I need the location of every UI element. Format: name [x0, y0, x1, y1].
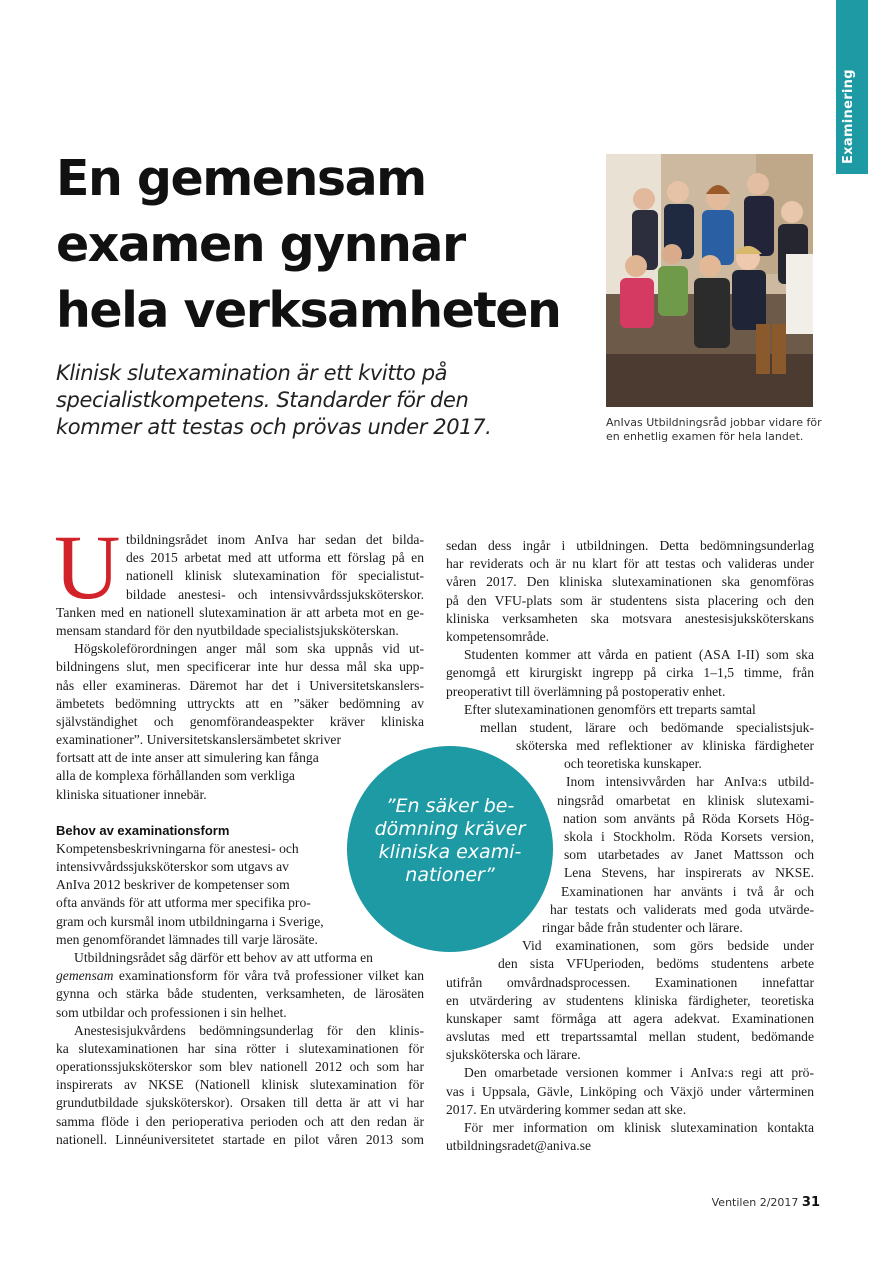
text-line: grundutbildade sjuksköterskor). Orsaken till detta är att vi har	[56, 1095, 424, 1111]
text-line: genomgå ett kirurgiskt ingrepp på cirka 1–1,5 timme, från	[446, 665, 814, 681]
text-line: AnIva 2012 beskriver de kompetenser som	[56, 877, 290, 893]
text-line: nation som använts på Röda Korsets Hög-	[563, 810, 814, 826]
text-line: kunskaper samt förmåga att agera adekvat. Examinationen	[446, 1010, 814, 1026]
text-line: des 2015 arbetat med att utforma ett förslag på en	[126, 550, 424, 566]
text-line: mellan student, lärare och bedömande specialistsjuk-	[480, 719, 814, 735]
text-line: samma flöde i den perioperativa perioden och att den redan är	[56, 1113, 424, 1129]
page-footer	[690, 1195, 820, 1210]
text-line: våren 2017. Den kliniska slutexaminationen ska genomföras	[446, 574, 814, 590]
subheading: Behov av examinationsform	[56, 822, 230, 838]
text-line: nationell klinisk slutexamination för specialistut-	[126, 568, 424, 584]
contact-email[interactable]: utbildningsradet@aniva.se	[446, 1138, 592, 1154]
text-line: 2017. En utvärdering kommer sedan att ske.	[446, 1101, 687, 1117]
text-line: nationell. Linnéuniversitetet startade en pilot våren 2013 som	[56, 1131, 424, 1147]
text-line: på den VFU-plats som är studentens sista placering och den	[446, 592, 814, 608]
text-line: Vid examinationen, som görs bedside under	[522, 938, 814, 954]
text-line: operationssjuksköterskor som blev nationell 2012 och som har	[56, 1059, 424, 1075]
section-tab-label: Examinering	[841, 69, 856, 164]
lead-line: kommer att testas och prövas under 2017.	[56, 415, 492, 439]
text-line: som utbildar och professionen i sin helhet.	[56, 1004, 287, 1020]
text-line: sedan dess ingår i utbildningen. Detta bedömningsunderlag	[446, 538, 814, 553]
text-line: sjuksköterska och lärare.	[446, 1047, 581, 1063]
text-line: vas i Uppsala, Gävle, Linköping och Växjö under vårterminen	[446, 1083, 814, 1099]
text-line: ämbetets bedömning uttryckts att en ”säker bedömning av	[56, 695, 424, 711]
text-line: ka slutexaminationen har sina rötter i slutexaminationen för	[56, 1040, 424, 1056]
text-line: avslutas med ett trepartssamtal mellan student, bedömande	[446, 1029, 814, 1045]
page-number: 31	[801, 1195, 820, 1210]
headline-line: examen gynnar	[56, 216, 465, 273]
text-line: Högskoleförordningen anger mål som ska uppnås vid ut-	[74, 641, 424, 657]
text-line: Examinationen har använts i två år och	[561, 883, 814, 899]
text-line: kompetensområde.	[446, 628, 550, 644]
text-line: nås eller examineras. Däremot har det i Universitetskanslers-	[56, 677, 424, 693]
text-line: sköterska med reflektioner av kliniska färdigheter	[516, 738, 814, 754]
text-line: intensivvårdssjuksköterskor som utgavs av	[56, 859, 289, 874]
text-line: utifrån omvårdnadsprocessen. Examinationen innefattar	[446, 974, 814, 990]
text-line: den sista VFUperioden, bedöms studentens arbete	[498, 956, 814, 972]
magazine-issue: Ventilen 2/2017	[711, 1196, 799, 1209]
text-line: mensam standard för den nyutbildade specialistsjuksköterskan.	[56, 622, 399, 638]
text-line: Anestesisjukvårdens bedömningsunderlag för den klinis-	[74, 1022, 424, 1038]
text-line: en utvärdering av studentens kliniska färdigheter, teoretiska	[446, 992, 814, 1008]
text-line: skola i Stockholm. Röda Korsets version,	[564, 829, 814, 844]
group-photo	[606, 154, 813, 407]
text-line: kliniska verksamheten ska motsvara anestesisjuksköterskans	[446, 610, 814, 626]
text-line: preoperativt till överlämning på postoperativ enhet.	[446, 683, 726, 699]
text-line: För mer information om klinisk slutexamination kontakta	[464, 1120, 814, 1135]
text-line-rest: examinationsform för våra två professioner vilket kan	[113, 968, 424, 984]
text-line: Utbildningsrådet såg därför ett behov av att utforma en	[74, 949, 373, 965]
pull-quote	[347, 795, 553, 887]
pull-quote-line: dömning kräver	[374, 818, 526, 840]
text-line: och teoretiska kunskaper.	[564, 756, 702, 772]
text-line: gram och kursmål inom utbildningarna i Sverige,	[56, 913, 324, 929]
headline-line: En gemensam	[56, 150, 426, 207]
headline	[56, 146, 616, 344]
text-line: Studenten kommer att vårda en patient (ASA I-II) som ska	[464, 647, 814, 663]
text-line: Kompetensbeskrivningarna för anestesi- och	[56, 840, 299, 856]
text-line: som utarbetades av Janet Mattsson och	[564, 847, 814, 863]
group-photo-illustration	[606, 154, 813, 407]
lead-text	[56, 360, 576, 441]
text-line: examinationer”. Universitetskanslersämbetet skriver	[56, 732, 341, 748]
text-line: Lena Stevens, har inspirerats av NKSE.	[564, 865, 814, 881]
text-line: ringar både från studenter och lärare.	[542, 919, 743, 935]
text-line: självständighet och genomförandeaspekter kräver kliniska	[56, 713, 424, 729]
caption-line: AnIvas Utbildningsråd jobbar vidare för	[606, 416, 822, 429]
text-line: Tanken med en nationell slutexamination är att arbeta mot en ge-	[56, 604, 424, 620]
text-line: Efter slutexaminationen genomförs ett treparts samtal	[464, 701, 756, 717]
emphasis-word: gemensam	[56, 968, 114, 984]
text-line: Den omarbetade versionen kommer i AnIva:s regi att prö-	[464, 1065, 814, 1081]
text-line: Inom intensivvården har AnIva:s utbild-	[566, 774, 814, 790]
text-line: har testats och validerats med goda utvärde-	[550, 901, 814, 917]
text-line: har reviderats och är nu klart för att testas och valideras under	[446, 556, 814, 572]
lead-line: Klinisk slutexamination är ett kvitto på	[56, 361, 448, 385]
text-line: bildade anestesi- och intensivvårdssjuksköterskor.	[126, 586, 424, 602]
text-line: gynna och stärka både studenten, verksamheten, de lärosäten	[56, 986, 424, 1002]
text-line: fortsatt att de inte anser att simulering kan fånga	[56, 750, 319, 766]
text-line: alla de komplexa förhållanden som verkliga	[56, 768, 295, 784]
text-line: ofta används för att utforma mer specifika pro-	[56, 895, 311, 911]
drop-cap: U	[54, 516, 121, 618]
caption-line: en enhetlig examen för hela landet.	[606, 430, 804, 443]
lead-line: specialistkompetens. Standarder för den	[56, 388, 469, 412]
pull-quote-line: nationer”	[405, 864, 495, 886]
photo-caption	[606, 416, 826, 444]
section-tab	[836, 0, 868, 174]
text-line: ningsråd omarbetat en klinisk slutexami-	[557, 792, 814, 808]
text-line: tbildningsrådet inom AnIva har sedan det bilda-	[126, 532, 424, 547]
text-line: men genomförandet lämnades till varje lärosäte.	[56, 931, 318, 947]
pull-quote-line: kliniska exami-	[378, 841, 522, 863]
text-line	[56, 967, 424, 985]
pull-quote-line: ”En säker be-	[385, 795, 515, 817]
text-line: bildningens slut, men specificerar inte hur dessa mål ska upp-	[56, 659, 424, 675]
text-line: inspirerats av NKSE (Nationell klinisk slutexamination för	[56, 1077, 424, 1093]
headline-line: hela verksamheten	[56, 282, 561, 339]
text-line: kliniska situationer innebär.	[56, 786, 207, 802]
